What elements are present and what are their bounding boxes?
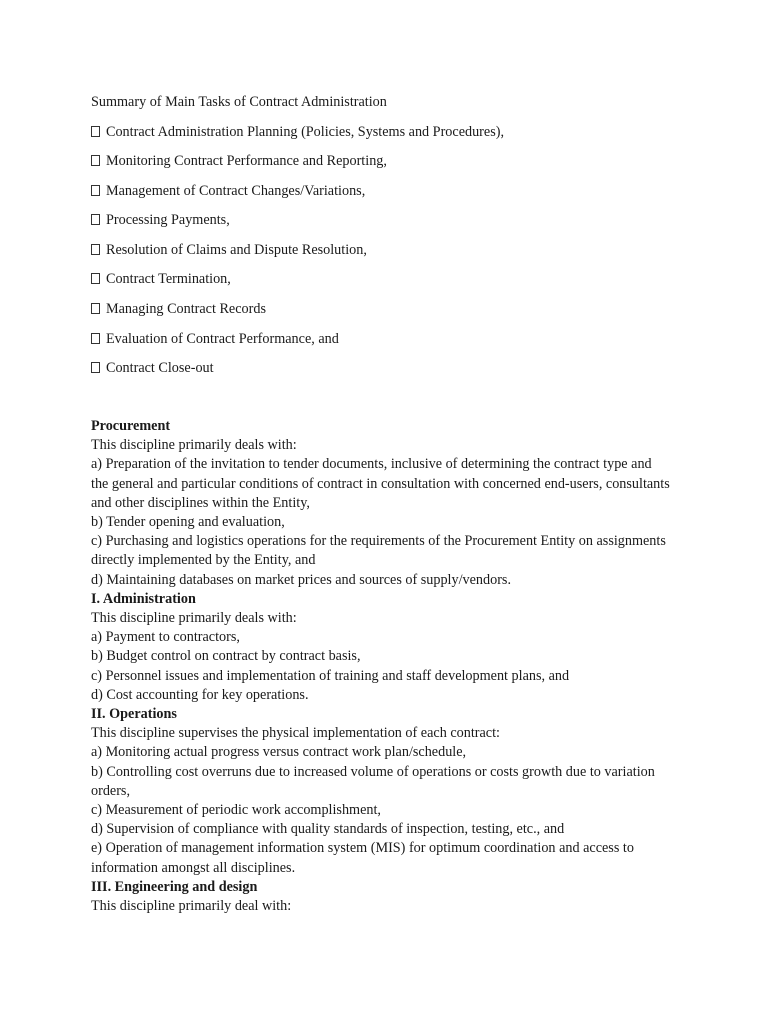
missing-glyph-box-icon [91, 303, 100, 314]
operations-item: d) Supervision of compliance with quality standards of inspection, testing, etc., and [91, 821, 565, 838]
engineering-heading: III. Engineering and design [91, 878, 258, 895]
task-item [91, 210, 691, 230]
task-item [91, 269, 691, 289]
task-item [91, 181, 691, 201]
task-label: Managing Contract Records [106, 301, 266, 318]
operations-intro: This discipline supervises the physical implementation of each contract: [91, 725, 500, 742]
administration-item: b) Budget control on contract by contract basis, [91, 648, 361, 665]
task-item [91, 329, 691, 349]
task-list [91, 122, 691, 379]
task-label: Management of Contract Changes/Variations, [106, 182, 366, 199]
administration-intro: This discipline primarily deals with: [91, 610, 297, 627]
administration-item: d) Cost accounting for key operations. [91, 686, 309, 703]
procurement-item: a) Preparation of the invitation to tender documents, inclusive of determining the contract type and the general and particular conditions of contract in consultation with concerned end-users, consultants and other disciplines within the Entity, [91, 456, 670, 511]
task-item [91, 122, 691, 142]
missing-glyph-box-icon [91, 214, 100, 225]
task-label: Processing Payments, [106, 212, 230, 229]
procurement-heading: Procurement [91, 418, 171, 434]
task-label: Contract Administration Planning (Policies, Systems and Procedures), [106, 123, 504, 140]
procurement-intro: This discipline primarily deals with: [91, 437, 297, 454]
task-label: Monitoring Contract Performance and Reporting, [106, 153, 387, 170]
missing-glyph-box-icon [91, 185, 100, 196]
administration-heading: I. Administration [91, 590, 196, 607]
missing-glyph-box-icon [91, 273, 100, 284]
document-page [91, 92, 691, 915]
task-item [91, 358, 691, 378]
missing-glyph-box-icon [91, 155, 100, 166]
administration-item: c) Personnel issues and implementation of training and staff development plans, and [91, 667, 570, 684]
operations-item: b) Controlling cost overruns due to increased volume of operations or costs growth due to variation orders, [91, 763, 655, 799]
task-label: Contract Termination, [106, 271, 231, 288]
task-label: Resolution of Claims and Dispute Resolution, [106, 241, 367, 258]
engineering-intro: This discipline primarily deal with: [91, 898, 292, 915]
missing-glyph-box-icon [91, 333, 100, 344]
procurement-item: d) Maintaining databases on market prices and sources of supply/vendors. [91, 571, 511, 588]
summary-title: Summary of Main Tasks of Contract Administration [91, 94, 387, 110]
operations-item: c) Measurement of periodic work accomplishment, [91, 802, 381, 819]
operations-item: a) Monitoring actual progress versus contract work plan/schedule, [91, 744, 467, 761]
task-label: Evaluation of Contract Performance, and [106, 330, 339, 347]
operations-heading: II. Operations [91, 706, 177, 723]
task-item [91, 151, 691, 171]
administration-item: a) Payment to contractors, [91, 629, 240, 646]
task-item [91, 240, 691, 260]
missing-glyph-box-icon [91, 244, 100, 255]
disciplines-section [91, 417, 671, 916]
task-label: Contract Close-out [106, 360, 214, 377]
procurement-item: c) Purchasing and logistics operations for the requirements of the Procurement Entity on assignments directly implemented by the Entity, and [91, 533, 666, 569]
procurement-item: b) Tender opening and evaluation, [91, 514, 285, 531]
missing-glyph-box-icon [91, 126, 100, 137]
operations-item: e) Operation of management information system (MIS) for optimum coordination and access to information amongst all disciplines. [91, 840, 634, 876]
task-item [91, 299, 691, 319]
missing-glyph-box-icon [91, 362, 100, 373]
